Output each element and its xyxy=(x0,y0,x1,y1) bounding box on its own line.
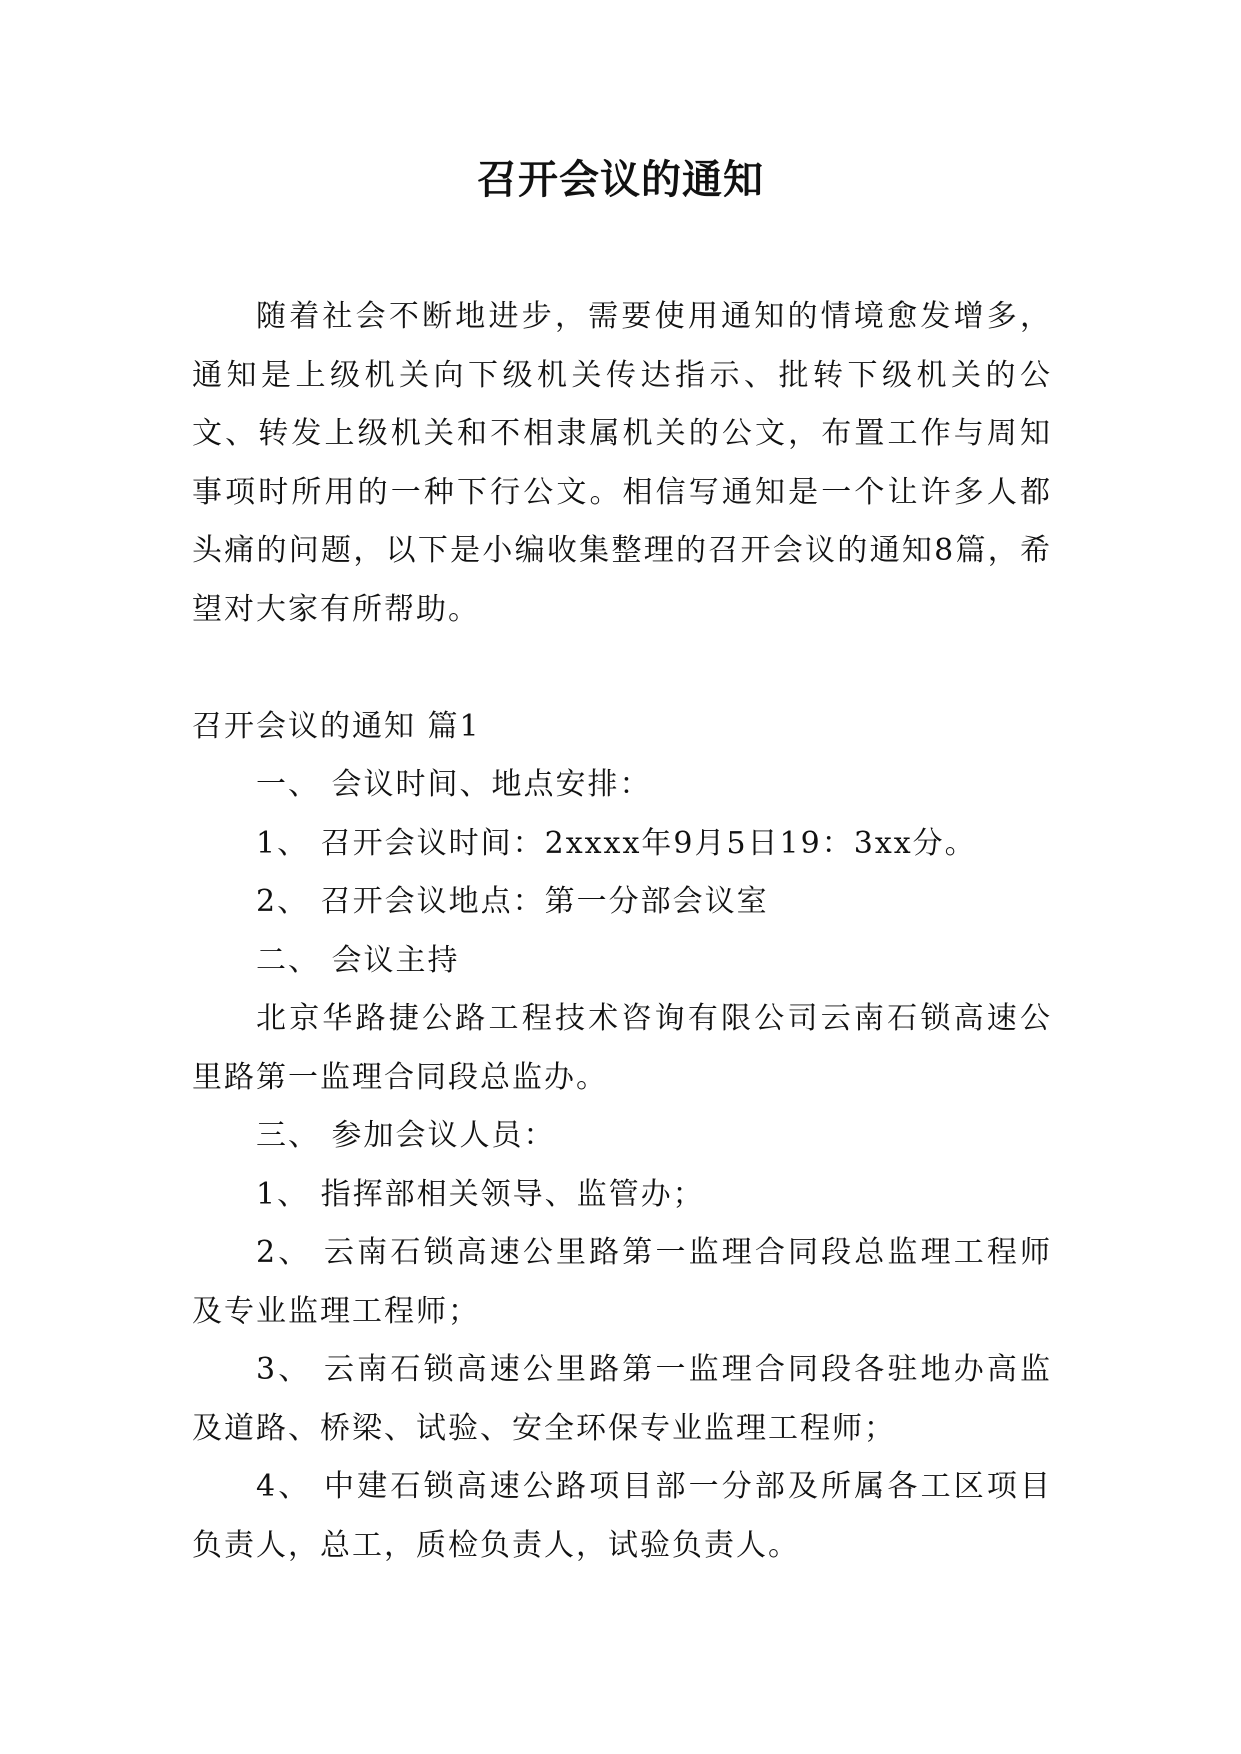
list-item-attendees: 三、 参加会议人员： xyxy=(256,1118,556,1153)
attendee-item-1: 1、 指挥部相关领导、监管办； xyxy=(256,1176,705,1212)
list-item-meeting-place: 2、 召开会议地点：第一分部会议室 xyxy=(256,884,769,919)
intro-paragraph: 随着社会不断地进步，需要使用通知的情境愈发增多，通知是上级机关向下级机关传达指示、批转下级机关的公文、转发上级机关和不相隶属机关的公文，布置工作与周知事项时所用的一种下行公文。相信写通知是一个让许多人都头痛的问题，以下是小编收集整理的召开会议的通知8篇，希望对大家有所帮助。 xyxy=(192,299,1052,627)
paragraph-spacer xyxy=(192,639,1052,698)
attendee-item-4: 4、 中建石锁高速公路项目部一分部及所属各工区项目负责人，总工，质检负责人，试验负责人。 xyxy=(192,1469,1052,1563)
document-body xyxy=(192,288,1052,1575)
attendee-item-2: 2、 云南石锁高速公里路第一监理合同段总监理工程师及专业监理工程师； xyxy=(192,1235,1052,1329)
document-title: 召开会议的通知 xyxy=(477,156,764,203)
host-organization: 北京华路捷公路工程技术咨询有限公司云南石锁高速公里路第一监理合同段总监办。 xyxy=(192,1001,1052,1095)
list-item-meeting-host: 二、 会议主持 xyxy=(256,942,460,978)
list-item-meeting-time-place: 一、 会议时间、地点安排： xyxy=(256,767,652,802)
section-heading: 召开会议的通知 篇1 xyxy=(192,708,481,744)
attendee-item-3: 3、 云南石锁高速公里路第一监理合同段各驻地办高监及道路、桥梁、试验、安全环保专业监理工程师； xyxy=(192,1352,1052,1446)
list-item-meeting-time: 1、 召开会议时间：2xxxx年9月5日19：3xx分。 xyxy=(256,825,977,861)
